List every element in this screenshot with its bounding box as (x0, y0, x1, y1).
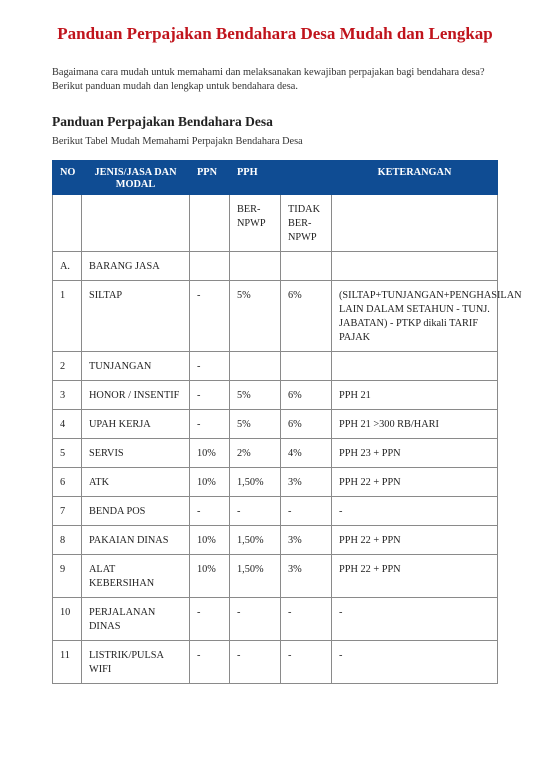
cell-ppn: - (190, 352, 230, 381)
cell-pph-npwp (230, 352, 281, 381)
table-row (53, 555, 498, 598)
cell-pph-npwp: 1,50% (230, 526, 281, 555)
cell-keterangan: - (332, 641, 498, 684)
cell-no: 1 (53, 281, 82, 352)
subheader-non-npwp: TIDAK BER-NPWP (281, 195, 332, 252)
table-row (53, 281, 498, 352)
cell-keterangan: PPH 22 + PPN (332, 526, 498, 555)
cell-no: 5 (53, 439, 82, 468)
cell-pph-npwp: 5% (230, 381, 281, 410)
cell-pph-non-npwp: - (281, 497, 332, 526)
cell-pph-non-npwp: 3% (281, 526, 332, 555)
cell-pph-npwp: - (230, 641, 281, 684)
cell-no: 3 (53, 381, 82, 410)
cell-pph-non-npwp: - (281, 641, 332, 684)
cell-no: 9 (53, 555, 82, 598)
header-no: NO (53, 161, 82, 195)
cell-jenis: HONOR / INSENTIF (82, 381, 190, 410)
table-subheader-row (53, 195, 498, 252)
cell-pph-non-npwp: - (281, 598, 332, 641)
cell-ppn: 10% (190, 468, 230, 497)
table-caption: Berikut Tabel Mudah Memahami Perpajakn Bendahara Desa (52, 136, 303, 147)
cell-pph-non-npwp (281, 352, 332, 381)
cell-no: 7 (53, 497, 82, 526)
cell-ppn: - (190, 641, 230, 684)
cell-ppn: - (190, 410, 230, 439)
cell-jenis: BARANG JASA (82, 252, 190, 281)
cell-pph-npwp: - (230, 598, 281, 641)
cell-keterangan: PPH 21 (332, 381, 498, 410)
table-row (53, 598, 498, 641)
cell-jenis: LISTRIK/PULSA WIFI (82, 641, 190, 684)
header-ppn: PPN (190, 161, 230, 195)
cell-jenis: SILTAP (82, 281, 190, 352)
cell-ppn: - (190, 497, 230, 526)
table-row (53, 497, 498, 526)
table-row (53, 439, 498, 468)
cell-jenis: SERVIS (82, 439, 190, 468)
cell-pph-non-npwp: 3% (281, 555, 332, 598)
page-title: Panduan Perpajakan Bendahara Desa Mudah dan Lengkap (57, 24, 493, 43)
cell-pph-non-npwp: 6% (281, 281, 332, 352)
table-row (53, 352, 498, 381)
cell-jenis: ALAT KEBERSIHAN (82, 555, 190, 598)
table-row (53, 526, 498, 555)
table-row (53, 641, 498, 684)
intro-paragraph: Bagaimana cara mudah untuk memahami dan melaksanakan kewajiban perpajakan bagi bendahara desa? Berikut panduan mudah dan lengkap untuk bendahara desa. (52, 67, 485, 92)
cell-keterangan: PPH 21 >300 RB/HARI (332, 410, 498, 439)
cell-keterangan: PPH 22 + PPN (332, 555, 498, 598)
cell-jenis: PERJALANAN DINAS (82, 598, 190, 641)
header-keterangan: KETERANGAN (332, 161, 498, 195)
cell-ppn: 10% (190, 555, 230, 598)
table-cell (332, 195, 498, 252)
cell-keterangan (332, 352, 498, 381)
cell-keterangan: - (332, 497, 498, 526)
tax-table (52, 160, 522, 684)
cell-ppn: - (190, 381, 230, 410)
table-row (53, 381, 498, 410)
cell-keterangan: - (332, 598, 498, 641)
cell-no: 6 (53, 468, 82, 497)
cell-keterangan: PPH 22 + PPN (332, 468, 498, 497)
cell-no: 2 (53, 352, 82, 381)
subheader-npwp: BER-NPWP (230, 195, 281, 252)
cell-pph-npwp: 1,50% (230, 555, 281, 598)
cell-no: 10 (53, 598, 82, 641)
cell-pph-non-npwp: 4% (281, 439, 332, 468)
header-jenis: JENIS/JASA DAN MODAL (82, 161, 190, 195)
table-cell (190, 195, 230, 252)
cell-pph-npwp: 1,50% (230, 468, 281, 497)
cell-pph-npwp: 5% (230, 410, 281, 439)
cell-jenis: ATK (82, 468, 190, 497)
cell-keterangan: (SILTAP+TUNJANGAN+PENGHASILAN LAIN DALAM SETAHUN - TUNJ. JABATAN) - PTKP dikali TARIF PAJAK (332, 281, 498, 352)
table-row (53, 468, 498, 497)
cell-keterangan: PPH 23 + PPN (332, 439, 498, 468)
cell-jenis: PAKAIAN DINAS (82, 526, 190, 555)
cell-ppn: 10% (190, 439, 230, 468)
cell-ppn: - (190, 598, 230, 641)
cell-jenis: TUNJANGAN (82, 352, 190, 381)
table-header-row (53, 161, 498, 195)
cell-keterangan (332, 252, 498, 281)
cell-pph-non-npwp: 3% (281, 468, 332, 497)
cell-ppn: - (190, 281, 230, 352)
cell-ppn: 10% (190, 526, 230, 555)
cell-pph-npwp (230, 252, 281, 281)
cell-pph-non-npwp (281, 252, 332, 281)
table-row (53, 410, 498, 439)
table-cell (53, 195, 82, 252)
cell-pph-npwp: 5% (230, 281, 281, 352)
cell-no: 4 (53, 410, 82, 439)
cell-jenis: UPAH KERJA (82, 410, 190, 439)
cell-no: 8 (53, 526, 82, 555)
cell-jenis: BENDA POS (82, 497, 190, 526)
header-pph: PPH (230, 161, 332, 195)
cell-pph-npwp: 2% (230, 439, 281, 468)
section-heading: Panduan Perpajakan Bendahara Desa (52, 114, 273, 129)
cell-no: 11 (53, 641, 82, 684)
table-row (53, 252, 498, 281)
cell-ppn (190, 252, 230, 281)
cell-pph-non-npwp: 6% (281, 381, 332, 410)
table-cell (82, 195, 190, 252)
cell-pph-npwp: - (230, 497, 281, 526)
cell-pph-non-npwp: 6% (281, 410, 332, 439)
cell-no: A. (53, 252, 82, 281)
